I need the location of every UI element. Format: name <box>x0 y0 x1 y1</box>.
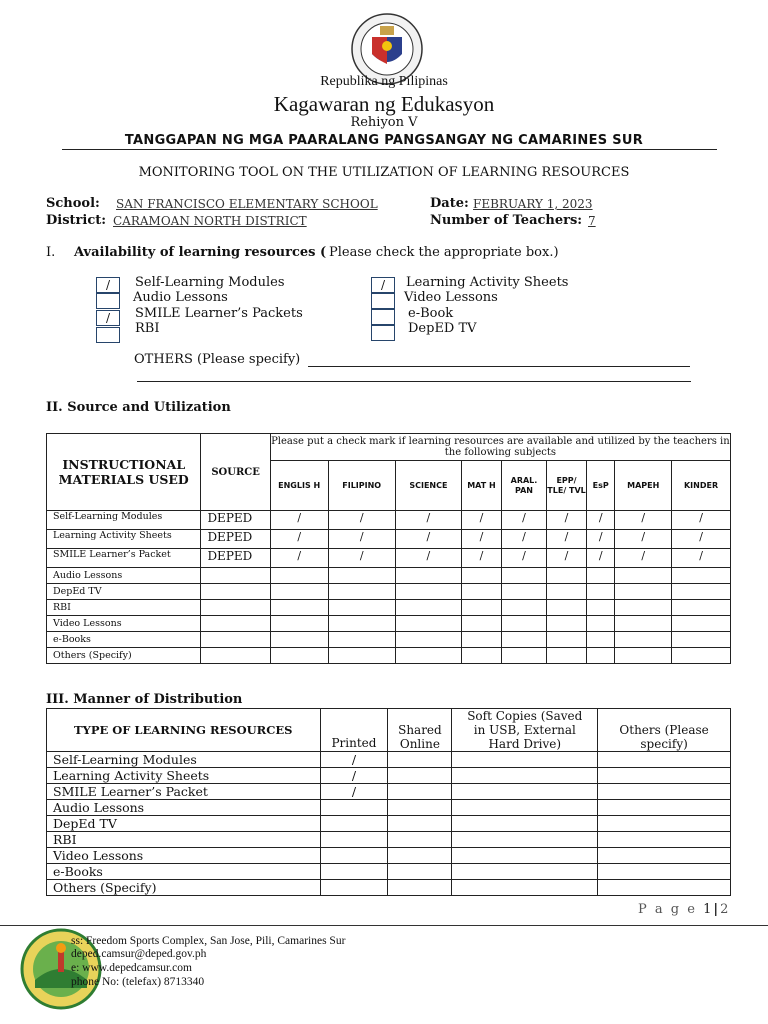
type-cell: Video Lessons <box>47 848 321 864</box>
type-cell: Learning Activity Sheets <box>47 768 321 784</box>
source-cell: DEPED <box>201 530 270 549</box>
checkbox-learning-activity-sheets[interactable]: / <box>371 277 395 293</box>
material-cell: Video Lessons <box>47 616 201 632</box>
check-cell[interactable]: / <box>270 511 328 530</box>
check-cell[interactable]: / <box>270 549 328 568</box>
shared-cell[interactable] <box>388 768 452 784</box>
others-input-line-2[interactable] <box>137 381 691 382</box>
table-row <box>47 816 731 832</box>
footer-website: e: www.depedcamsur.com <box>71 962 192 974</box>
check-cell[interactable]: / <box>547 549 587 568</box>
check-cell[interactable] <box>587 648 615 664</box>
material-cell: RBI <box>47 600 201 616</box>
soft-copy-cell[interactable] <box>452 816 598 832</box>
check-cell[interactable] <box>587 616 615 632</box>
section1-title: Availability of learning resources ( <box>74 245 327 260</box>
header-shared: Shared Online <box>388 709 452 752</box>
check-cell[interactable]: / <box>395 549 461 568</box>
type-cell: DepEd TV <box>47 816 321 832</box>
source-cell: DEPED <box>201 549 270 568</box>
material-cell: DepEd TV <box>47 584 201 600</box>
check-cell[interactable] <box>501 568 546 584</box>
check-cell[interactable]: / <box>461 549 501 568</box>
check-cell[interactable] <box>615 584 672 600</box>
check-cell[interactable] <box>328 568 395 584</box>
check-cell[interactable] <box>461 568 501 584</box>
source-cell <box>201 584 270 600</box>
table-row <box>47 600 731 616</box>
table-row <box>47 752 731 768</box>
subject-header: KINDER <box>672 461 731 511</box>
check-cell[interactable]: / <box>328 511 395 530</box>
check-cell[interactable] <box>270 600 328 616</box>
others-cell[interactable] <box>598 768 731 784</box>
check-cell[interactable]: / <box>461 530 501 549</box>
printed-cell[interactable]: / <box>320 784 388 800</box>
printed-cell[interactable] <box>320 832 388 848</box>
material-cell: Self-Learning Modules <box>47 511 201 530</box>
section1-number: I. <box>46 245 56 260</box>
check-cell[interactable] <box>615 616 672 632</box>
school-label: School: <box>46 196 100 211</box>
district-label: District: <box>46 213 107 228</box>
section1-instruction: Please check the appropriate box.) <box>329 245 559 260</box>
check-cell[interactable] <box>501 600 546 616</box>
page-total: 2 <box>720 902 731 917</box>
printed-cell[interactable] <box>320 800 388 816</box>
table-row <box>47 784 731 800</box>
teachers-label: Number of Teachers: <box>430 213 583 228</box>
check-cell[interactable] <box>270 632 328 648</box>
page-sep: | <box>713 902 721 917</box>
check-cell[interactable] <box>501 616 546 632</box>
material-cell: Others (Specify) <box>47 648 201 664</box>
check-cell[interactable]: / <box>615 511 672 530</box>
table-row <box>47 568 731 584</box>
shared-cell[interactable] <box>388 800 452 816</box>
check-label: Video Lessons <box>404 290 498 305</box>
others-cell[interactable] <box>598 864 731 880</box>
page-prefix: P a g e <box>638 902 697 917</box>
check-cell[interactable]: / <box>672 549 731 568</box>
check-cell[interactable] <box>501 584 546 600</box>
checkbox-deped-tv[interactable] <box>371 325 395 341</box>
check-cell[interactable] <box>395 616 461 632</box>
table-row <box>47 632 731 648</box>
check-cell[interactable]: / <box>501 530 546 549</box>
check-label: DepED TV <box>408 321 477 336</box>
check-cell[interactable]: / <box>587 549 615 568</box>
check-label: SMILE Learner’s Packets <box>135 306 303 321</box>
others-cell[interactable] <box>598 800 731 816</box>
check-label: Audio Lessons <box>133 290 228 305</box>
check-cell[interactable] <box>547 616 587 632</box>
check-cell[interactable] <box>587 632 615 648</box>
footer-divider <box>0 925 768 926</box>
district-value: CARAMOAN NORTH DISTRICT <box>113 214 307 228</box>
teachers-value: 7 <box>588 214 596 228</box>
check-cell[interactable]: / <box>547 530 587 549</box>
check-cell[interactable] <box>672 616 731 632</box>
table-row <box>47 648 731 664</box>
table-row <box>47 768 731 784</box>
check-cell[interactable]: / <box>501 549 546 568</box>
check-cell[interactable]: / <box>547 511 587 530</box>
shared-cell[interactable] <box>388 752 452 768</box>
material-cell: SMILE Learner’s Packet <box>47 549 201 568</box>
subject-header: MAPEH <box>615 461 672 511</box>
check-cell[interactable] <box>328 616 395 632</box>
check-cell[interactable] <box>672 584 731 600</box>
printed-cell[interactable] <box>320 816 388 832</box>
soft-copy-cell[interactable] <box>452 784 598 800</box>
checkbox-video-lessons[interactable] <box>371 293 395 309</box>
source-cell <box>201 616 270 632</box>
source-cell <box>201 568 270 584</box>
others-cell[interactable] <box>598 848 731 864</box>
others-cell[interactable] <box>598 784 731 800</box>
check-cell[interactable] <box>328 584 395 600</box>
source-cell: DEPED <box>201 511 270 530</box>
subject-header: EsP <box>587 461 615 511</box>
check-cell[interactable]: / <box>672 530 731 549</box>
table-row <box>47 800 731 816</box>
header-divider <box>62 149 717 150</box>
header-type: TYPE OF LEARNING RESOURCES <box>47 709 321 752</box>
check-cell[interactable] <box>615 568 672 584</box>
printed-cell[interactable] <box>320 880 388 896</box>
check-cell[interactable] <box>461 600 501 616</box>
check-cell[interactable] <box>672 600 731 616</box>
check-cell[interactable] <box>615 648 672 664</box>
checkbox-self-learning-modules[interactable]: / <box>96 277 120 293</box>
check-cell[interactable] <box>270 648 328 664</box>
republic-heading: Republika ng Pilipinas <box>320 74 448 89</box>
check-cell[interactable] <box>615 632 672 648</box>
check-cell[interactable] <box>501 648 546 664</box>
table-row <box>47 616 731 632</box>
check-cell[interactable] <box>270 616 328 632</box>
check-cell[interactable]: / <box>395 511 461 530</box>
checkbox-smile-packets[interactable]: / <box>96 310 120 326</box>
check-cell[interactable] <box>587 568 615 584</box>
check-cell[interactable]: / <box>672 511 731 530</box>
check-cell[interactable]: / <box>587 530 615 549</box>
header-materials: INSTRUCTIONAL MATERIALS USED <box>47 434 201 511</box>
check-cell[interactable] <box>547 584 587 600</box>
shared-cell[interactable] <box>388 864 452 880</box>
check-cell[interactable]: / <box>328 530 395 549</box>
check-cell[interactable]: / <box>615 530 672 549</box>
check-cell[interactable]: / <box>615 549 672 568</box>
header-printed: Printed <box>320 709 388 752</box>
date-value: FEBRUARY 1, 2023 <box>473 197 593 211</box>
page-current: 1 <box>703 902 714 917</box>
type-cell: e-Books <box>47 864 321 880</box>
check-cell[interactable] <box>547 648 587 664</box>
material-cell: Learning Activity Sheets <box>47 530 201 549</box>
others-input-line-1[interactable] <box>308 366 690 367</box>
printed-cell[interactable]: / <box>320 768 388 784</box>
school-value: SAN FRANCISCO ELEMENTARY SCHOOL <box>116 197 378 211</box>
soft-copy-cell[interactable] <box>452 800 598 816</box>
header-source: SOURCE <box>201 434 270 511</box>
check-cell[interactable]: / <box>328 549 395 568</box>
soft-copy-cell[interactable] <box>452 832 598 848</box>
check-cell[interactable] <box>395 568 461 584</box>
section2-title: II. Source and Utilization <box>46 400 231 415</box>
check-cell[interactable] <box>587 600 615 616</box>
others-label: OTHERS (Please specify) <box>134 352 301 367</box>
source-cell <box>201 648 270 664</box>
region-heading: Rehiyon V <box>350 115 418 130</box>
material-cell: e-Books <box>47 632 201 648</box>
table-row <box>47 832 731 848</box>
others-cell[interactable] <box>598 816 731 832</box>
check-cell[interactable] <box>461 584 501 600</box>
check-cell[interactable] <box>615 600 672 616</box>
check-cell[interactable] <box>547 600 587 616</box>
office-heading: TANGGAPAN NG MGA PAARALANG PANGSANGAY NG CAMARINES SUR <box>124 133 644 148</box>
subject-header: FILIPINO <box>328 461 395 511</box>
header-others: Others (Please specify) <box>598 709 731 752</box>
check-cell[interactable] <box>395 632 461 648</box>
check-cell[interactable] <box>547 632 587 648</box>
subject-header: ARAL. PAN <box>501 461 546 511</box>
check-cell[interactable] <box>328 600 395 616</box>
section3-title: III. Manner of Distribution <box>46 692 243 707</box>
printed-cell[interactable] <box>320 848 388 864</box>
footer-email: deped.camsur@deped.gov.ph <box>71 948 207 960</box>
footer-address: ss: Freedom Sports Complex, San Jose, Pili, Camarines Sur <box>71 935 346 947</box>
type-cell: RBI <box>47 832 321 848</box>
shared-cell[interactable] <box>388 848 452 864</box>
type-cell: Others (Specify) <box>47 880 321 896</box>
check-label: e-Book <box>408 306 454 321</box>
type-cell: Self-Learning Modules <box>47 752 321 768</box>
soft-copy-cell[interactable] <box>452 864 598 880</box>
soft-copy-cell[interactable] <box>452 752 598 768</box>
table-row <box>47 530 731 549</box>
department-heading: Kagawaran ng Edukasyon <box>273 92 495 116</box>
check-label: Self-Learning Modules <box>135 275 285 290</box>
subject-header: ENGLIS H <box>270 461 328 511</box>
check-cell[interactable] <box>328 632 395 648</box>
material-cell: Audio Lessons <box>47 568 201 584</box>
printed-cell[interactable]: / <box>320 752 388 768</box>
soft-copy-cell[interactable] <box>452 880 598 896</box>
source-cell <box>201 600 270 616</box>
shared-cell[interactable] <box>388 880 452 896</box>
subject-header: MAT H <box>461 461 501 511</box>
check-cell[interactable] <box>328 648 395 664</box>
check-cell[interactable]: / <box>395 530 461 549</box>
header-soft-copies: Soft Copies (Saved in USB, External Hard Drive) <box>452 709 598 752</box>
footer-telephone: phone No: (telefax) 8713340 <box>71 976 205 988</box>
check-cell[interactable] <box>672 632 731 648</box>
others-cell[interactable] <box>598 752 731 768</box>
check-label: RBI <box>135 321 160 336</box>
table-row <box>47 584 731 600</box>
check-cell[interactable]: / <box>501 511 546 530</box>
table-row <box>47 549 731 568</box>
soft-copy-cell[interactable] <box>452 768 598 784</box>
soft-copy-cell[interactable] <box>452 848 598 864</box>
table-row <box>47 880 731 896</box>
tool-title: MONITORING TOOL ON THE UTILIZATION OF LEARNING RESOURCES <box>138 165 630 180</box>
check-cell[interactable] <box>501 632 546 648</box>
type-cell: Audio Lessons <box>47 800 321 816</box>
table-row <box>47 864 731 880</box>
subject-header: EPP/ TLE/ TVL <box>547 461 587 511</box>
check-cell[interactable] <box>270 568 328 584</box>
subject-header: SCIENCE <box>395 461 461 511</box>
check-cell[interactable] <box>395 648 461 664</box>
others-cell[interactable] <box>598 880 731 896</box>
check-cell[interactable]: / <box>270 530 328 549</box>
type-cell: SMILE Learner’s Packet <box>47 784 321 800</box>
check-cell[interactable] <box>461 616 501 632</box>
table-row <box>47 848 731 864</box>
check-cell[interactable]: / <box>461 511 501 530</box>
check-cell[interactable] <box>587 584 615 600</box>
checkbox-rbi[interactable] <box>96 327 120 343</box>
check-cell[interactable] <box>547 568 587 584</box>
checkbox-ebook[interactable] <box>371 309 395 325</box>
check-label: Learning Activity Sheets <box>406 275 569 290</box>
source-cell <box>201 632 270 648</box>
checkbox-audio-lessons[interactable] <box>96 293 120 309</box>
others-cell[interactable] <box>598 832 731 848</box>
check-cell[interactable] <box>672 648 731 664</box>
distribution-table <box>46 708 731 896</box>
source-utilization-table <box>46 433 731 664</box>
check-cell[interactable] <box>672 568 731 584</box>
check-cell[interactable] <box>270 584 328 600</box>
table-row <box>47 511 731 530</box>
date-label: Date: <box>430 196 469 211</box>
check-cell[interactable] <box>395 584 461 600</box>
shared-cell[interactable] <box>388 816 452 832</box>
shared-cell[interactable] <box>388 784 452 800</box>
page-number <box>638 902 730 917</box>
check-cell[interactable]: / <box>587 511 615 530</box>
check-cell[interactable] <box>461 632 501 648</box>
check-cell[interactable] <box>461 648 501 664</box>
shared-cell[interactable] <box>388 832 452 848</box>
printed-cell[interactable] <box>320 864 388 880</box>
check-cell[interactable] <box>395 600 461 616</box>
header-note: Please put a check mark if learning resources are available and utilized by the teachers in the following subjects <box>270 434 730 461</box>
